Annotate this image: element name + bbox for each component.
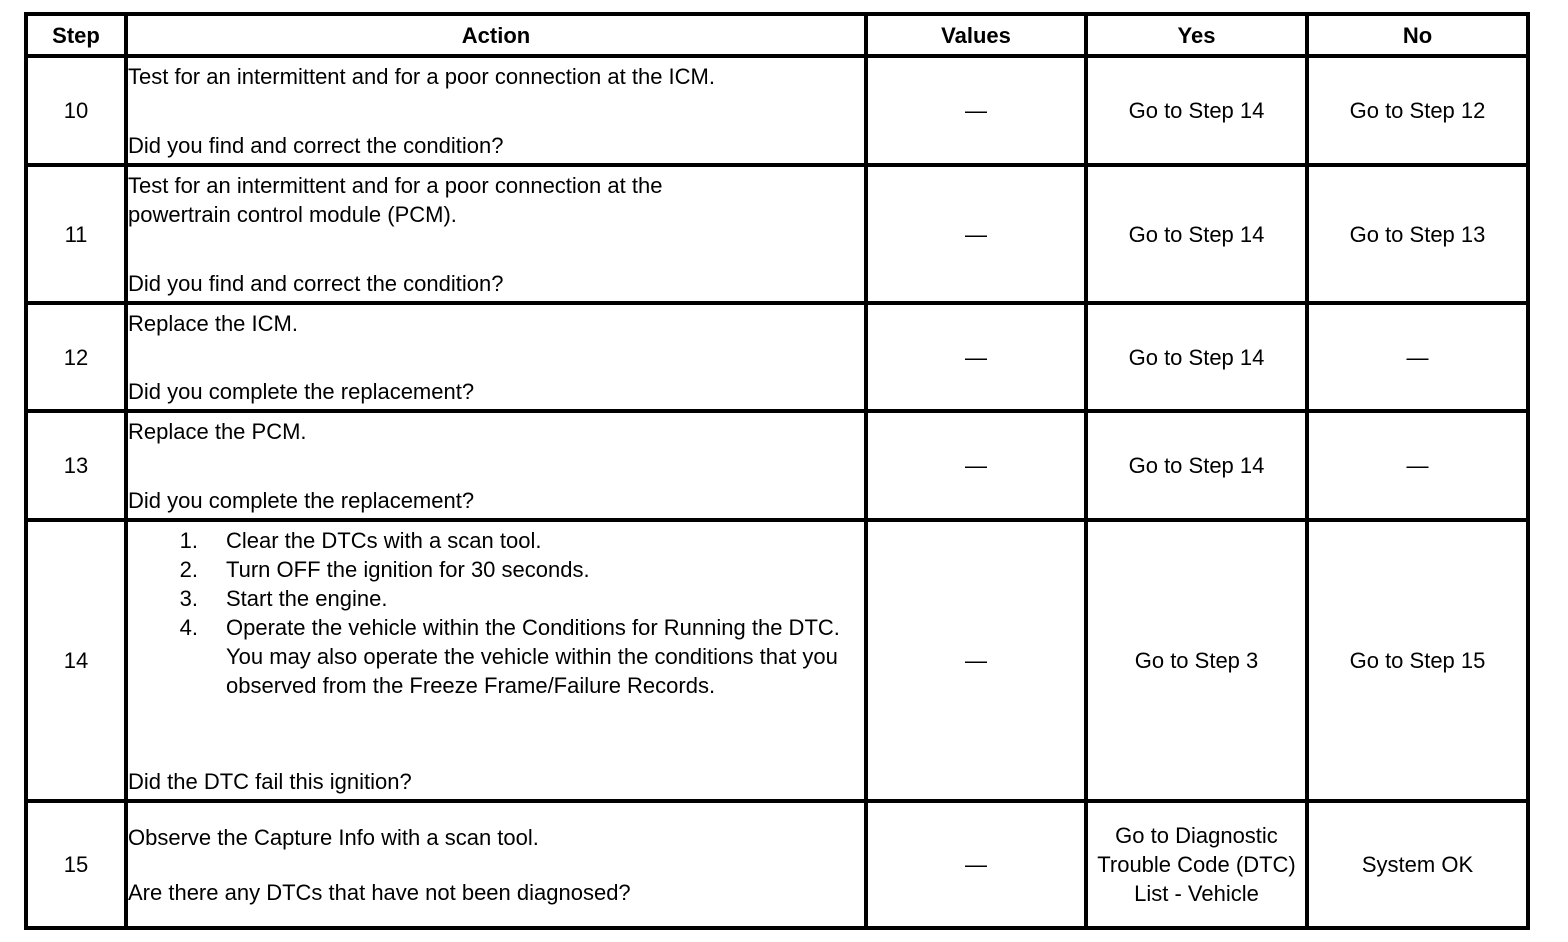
action-question: Did you find and correct the condition? — [128, 270, 504, 296]
no-cell: Go to Step 13 — [1307, 165, 1528, 303]
header-values: Values — [866, 14, 1086, 56]
header-step: Step — [26, 14, 126, 56]
header-yes: Yes — [1086, 14, 1307, 56]
table-row — [26, 303, 1528, 411]
action-text: Observe the Capture Info with a scan tool. — [128, 824, 539, 850]
substep-number: 1. — [179, 527, 198, 553]
action-question: Did the DTC fail this ignition? — [128, 768, 412, 794]
yes-cell: Go to Step 3 — [1086, 520, 1307, 801]
action-cell — [126, 520, 866, 801]
action-cell — [126, 56, 866, 165]
values-cell: — — [866, 165, 1086, 303]
table-row — [26, 411, 1528, 520]
substep-text: Turn OFF the ignition for 30 seconds. — [226, 556, 590, 582]
action-question: Are there any DTCs that have not been diagnosed? — [128, 879, 631, 905]
values-cell: — — [866, 303, 1086, 411]
list-item — [128, 584, 864, 613]
yes-cell: Go to Step 14 — [1086, 56, 1307, 165]
table-row — [26, 801, 1528, 928]
substep-list — [128, 526, 864, 700]
yes-cell: Go to Step 14 — [1086, 303, 1307, 411]
step-number: 13 — [26, 411, 126, 520]
action-question: Did you complete the replacement? — [128, 378, 475, 404]
header-action: Action — [126, 14, 866, 56]
action-cell — [126, 303, 866, 411]
action-question: Did you complete the replacement? — [128, 487, 475, 513]
step-number: 14 — [26, 520, 126, 801]
no-cell: — — [1307, 303, 1528, 411]
step-number: 11 — [26, 165, 126, 303]
substep-text: Start the engine. — [226, 585, 388, 611]
action-text: Replace the ICM. — [128, 310, 298, 336]
no-cell: System OK — [1307, 801, 1528, 928]
table-row — [26, 56, 1528, 165]
list-item — [128, 526, 864, 555]
substep-number: 3. — [179, 585, 198, 611]
values-cell: — — [866, 520, 1086, 801]
header-no: No — [1307, 14, 1528, 56]
substep-text: Clear the DTCs with a scan tool. — [226, 527, 542, 553]
values-cell: — — [866, 56, 1086, 165]
no-cell: — — [1307, 411, 1528, 520]
yes-cell: Go to Diagnostic Trouble Code (DTC) List - Vehicle — [1086, 801, 1307, 928]
values-cell: — — [866, 801, 1086, 928]
step-number: 12 — [26, 303, 126, 411]
no-cell: Go to Step 15 — [1307, 520, 1528, 801]
action-text: Test for an intermittent and for a poor connection at the ICM. — [128, 63, 715, 89]
no-cell: Go to Step 12 — [1307, 56, 1528, 165]
table-row — [26, 520, 1528, 801]
substep-number: 4. — [179, 614, 198, 640]
step-number: 15 — [26, 801, 126, 928]
step-number: 10 — [26, 56, 126, 165]
action-cell — [126, 165, 866, 303]
substep-number: 2. — [179, 556, 198, 582]
list-item — [128, 555, 864, 584]
action-text: Test for an intermittent and for a poor connection at the powertrain control module (PCM). — [128, 172, 663, 227]
action-question: Did you find and correct the condition? — [128, 132, 504, 158]
substep-text: Operate the vehicle within the Conditions for Running the DTC. You may also operate the vehicle within the conditions that you observed from the Freeze Frame/Failure Records. — [226, 614, 840, 698]
action-cell — [126, 411, 866, 520]
header-row — [26, 14, 1528, 56]
values-cell: — — [866, 411, 1086, 520]
action-text: Replace the PCM. — [128, 418, 307, 444]
yes-cell: Go to Step 14 — [1086, 165, 1307, 303]
action-cell — [126, 801, 866, 928]
list-item — [128, 613, 864, 700]
yes-cell: Go to Step 14 — [1086, 411, 1307, 520]
diagnostic-table — [24, 12, 1530, 930]
table-row — [26, 165, 1528, 303]
